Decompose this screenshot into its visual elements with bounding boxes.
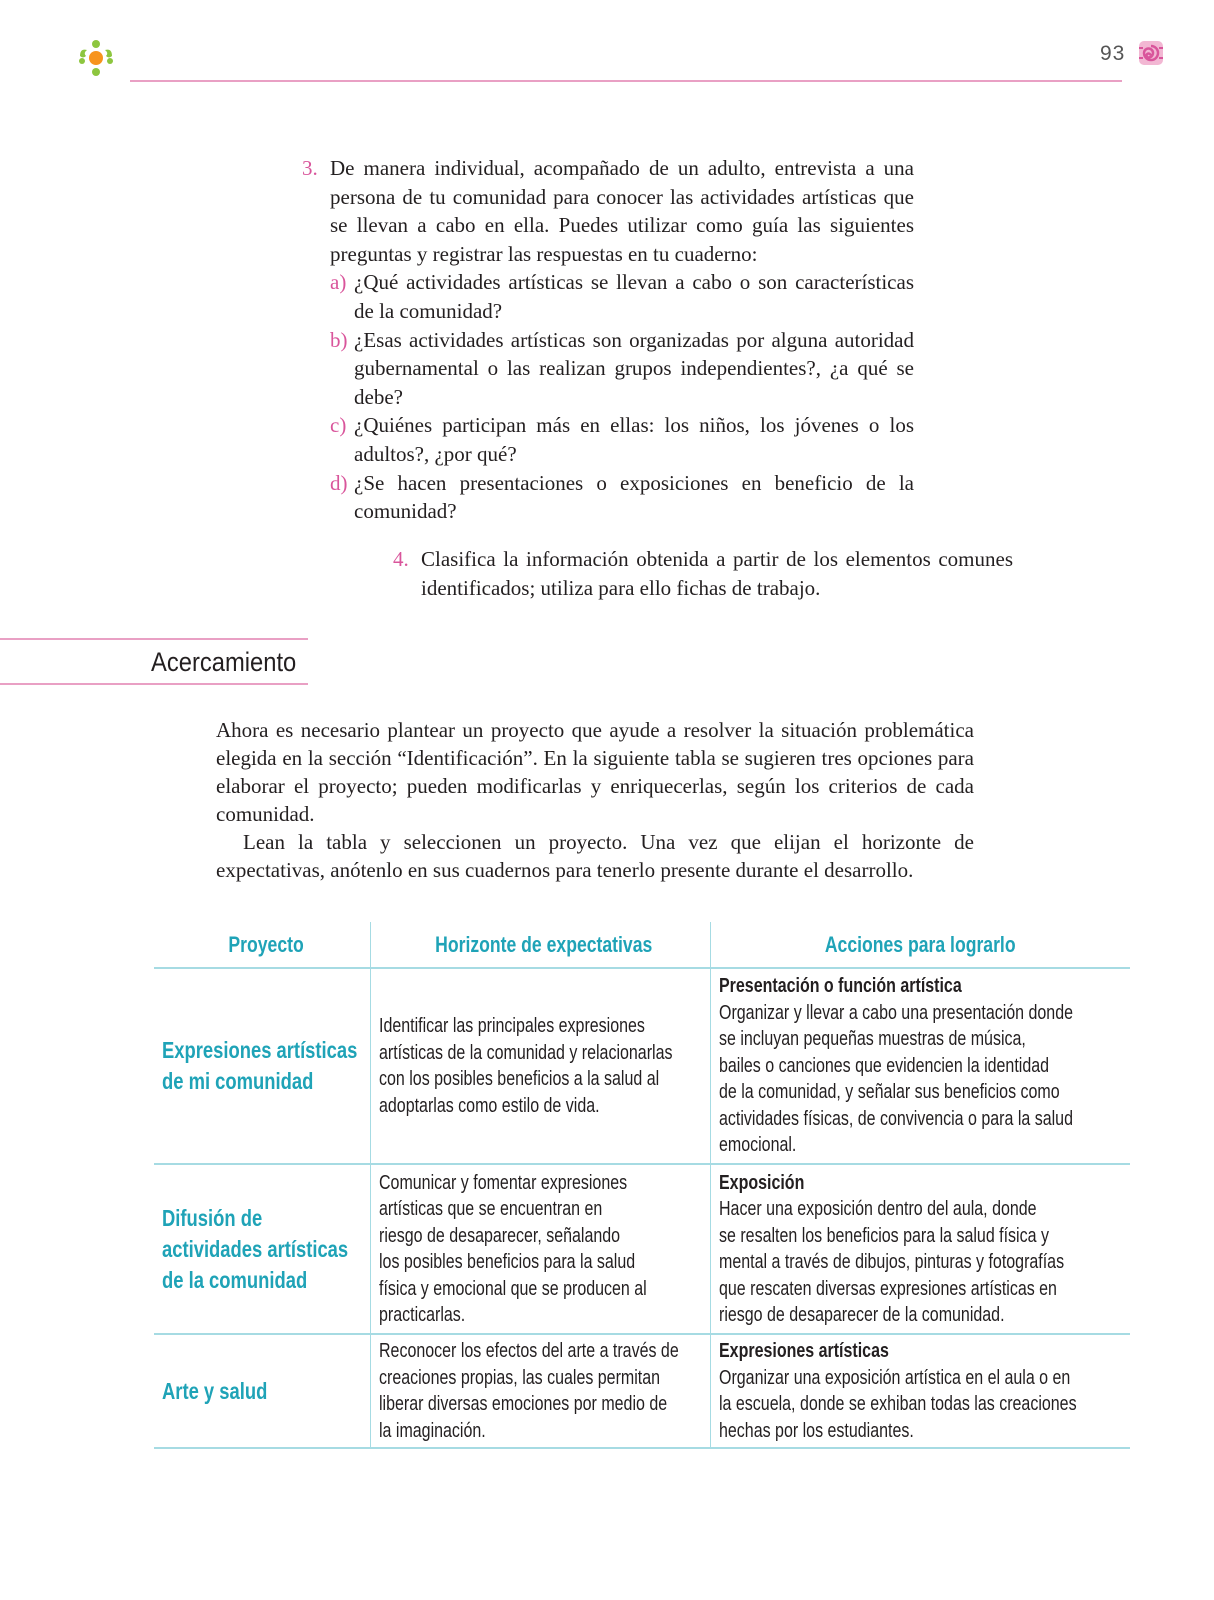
question-letter: c) <box>330 413 347 438</box>
table-row <box>154 1334 1130 1448</box>
action-title: Exposición <box>718 1171 804 1194</box>
activity-item-3 <box>302 154 914 526</box>
question-text: ¿Esas actividades artísticas son organizadas por alguna autoridad gubernamental o las realizan grupos independientes?, ¿a qué se debe? <box>354 327 914 409</box>
section-intro <box>216 716 974 884</box>
item-number: 4. <box>393 547 409 571</box>
section-title: Acercamiento <box>151 647 297 677</box>
intro-paragraph-2: Lean la tabla y seleccionen un proyecto. Una vez que elijan el horizonte de expectativas, anótenlo en sus cuadernos para tenerlo presente durante el desarrollo. <box>216 830 974 882</box>
horizon-cell: Comunicar y fomentar expresiones artísticas que se encuentran en riesgo de desaparecer, señalando los posibles beneficios para la salud física y emocional que se producen al practicarlas. <box>370 1164 710 1334</box>
page-number: 93 <box>1100 42 1126 65</box>
project-name-cell: Difusión de actividades artísticas de la comunidad <box>154 1164 370 1334</box>
section-rule-bottom <box>0 683 308 685</box>
header-rule <box>130 80 1122 82</box>
pink-spiral-ornament-icon <box>1136 38 1166 68</box>
action-cell: Presentación o función artística Organizar y llevar a cabo una presentación donde se incluyan pequeñas muestras de música, bailes o canciones que evidencien la identidad de la comunidad, y señalar sus beneficios como actividades físicas, de convivencia o para la salud emocional. <box>710 968 1130 1164</box>
table-row <box>154 1164 1130 1334</box>
question-letter: a) <box>330 270 347 295</box>
project-table <box>154 922 1130 1449</box>
table-row <box>154 968 1130 1164</box>
horizon-cell: Identificar las principales expresiones artísticas de la comunidad y relacionarlas con los posibles beneficios a la salud al adoptarlas como estilo de vida. <box>370 968 710 1164</box>
activity-item-4 <box>393 545 1013 602</box>
header-acciones: Acciones para lograrlo <box>710 922 1130 968</box>
item-text: Clasifica la información obtenida a partir de los elementos comunes identificados; utiliza para ello fichas de trabajo. <box>421 547 1013 600</box>
question-text: ¿Qué actividades artísticas se llevan a cabo o son características de la comunidad? <box>354 270 914 323</box>
question-b <box>330 326 914 412</box>
question-letter: d) <box>330 470 348 495</box>
header-horizonte: Horizonte de expectativas <box>370 922 710 968</box>
action-cell: Exposición Hacer una exposición dentro del aula, donde se resalten los beneficios para la salud física y mental a través de dibujos, pinturas y fotografías que rescaten diversas expresiones artísticas en riesgo de desaparecer de la comunidad. <box>710 1164 1130 1334</box>
question-c <box>330 411 914 468</box>
action-cell: Expresiones artísticas Organizar una exposición artística en el aula o en la escuela, donde se exhiban todas las creaciones hechas por los estudiantes. <box>710 1334 1130 1448</box>
item-text: De manera individual, acompañado de un adulto, entrevista a una persona de tu comunidad para conocer las actividades artísticas que se llevan a cabo en ella. Puedes utilizar como guía las siguientes preguntas y registrar las respuestas en tu cuaderno: <box>330 156 914 266</box>
question-text: ¿Quiénes participan más en ellas: los niños, los jóvenes o los adultos?, ¿por qué? <box>354 413 914 466</box>
question-letter: b) <box>330 327 348 352</box>
flower-logo-icon <box>72 34 124 86</box>
action-title: Expresiones artísticas <box>718 1340 889 1362</box>
question-d <box>330 469 914 526</box>
item-number: 3. <box>302 156 318 180</box>
project-name-cell: Expresiones artísticas de mi comunidad <box>154 968 370 1164</box>
action-title: Presentación o función artística <box>718 975 962 998</box>
project-name-cell: Arte y salud <box>154 1334 370 1448</box>
section-rule-top <box>0 638 308 640</box>
header-proyecto: Proyecto <box>154 922 370 968</box>
intro-paragraph-1: Ahora es necesario plantear un proyecto que ayude a resolver la situación problemática elegida en la sección “Identificación”. En la siguiente tabla se sugieren tres opciones para elaborar el proyecto; pueden modificarlas y enriquecerlas, según los criterios de cada comunidad. <box>216 718 974 826</box>
question-text: ¿Se hacen presentaciones o exposiciones en beneficio de la comunidad? <box>354 470 914 524</box>
horizon-cell: Reconocer los efectos del arte a través de creaciones propias, las cuales permitan liberar diversas emociones por medio de la imaginación. <box>370 1334 710 1448</box>
question-a <box>330 268 914 325</box>
